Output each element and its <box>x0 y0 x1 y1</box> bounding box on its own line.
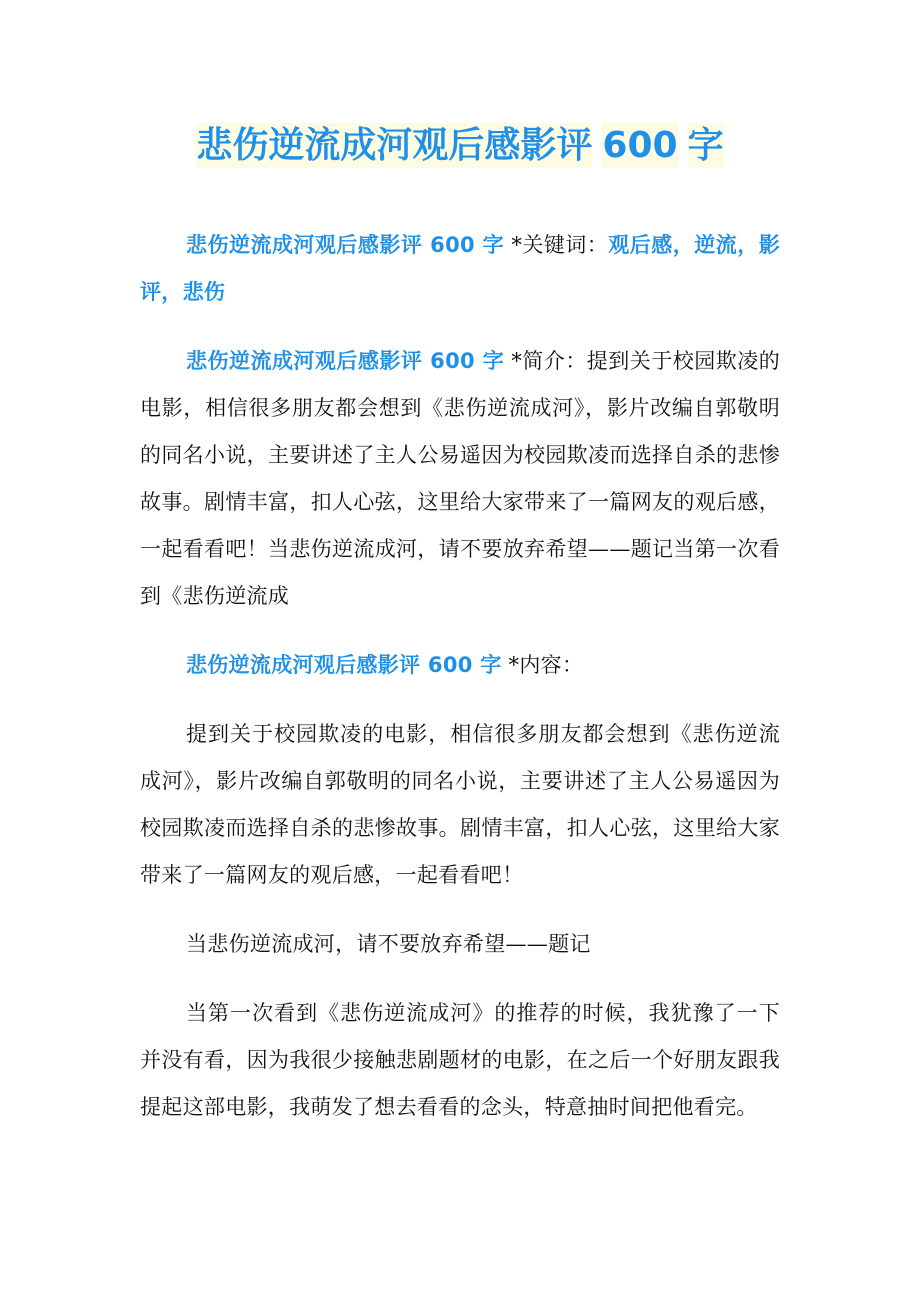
keywords-paragraph <box>140 222 780 316</box>
keywords-lead: 悲伤逆流成河观后感影评 600 字 <box>186 233 505 257</box>
title-end: 字 <box>687 125 724 166</box>
content-header-lead: 悲伤逆流成河观后感影评 600 字 <box>186 653 502 677</box>
body-paragraph-2: 当悲伤逆流成河，请不要放弃希望——题记 <box>186 932 591 956</box>
page-title <box>0 118 920 174</box>
body-paragraph-3: 当第一次看到《悲伤逆流成河》的推荐的时候，我犹豫了一下并没有看，因为我很少接触悲剧题材的电影，在之后一个好朋友跟我提起这部电影，我萌发了想去看看的念头，特意抽时间把他看完。 <box>140 1001 780 1119</box>
body-paragraph-1: 提到关于校园欺凌的电影，相信很多朋友都会想到《悲伤逆流成河》，影片改编自郭敬明的同名小说，主要讲述了主人公易遥因为校园欺凌而选择自杀的悲惨故事。剧情丰富，扣人心弦，这里给大家带来了一篇网友的观后感，一起看看吧！ <box>140 722 780 887</box>
content-header-paragraph <box>140 642 780 689</box>
document-body <box>140 222 780 1153</box>
content-header-label: *内容： <box>501 653 584 677</box>
title-main: 悲伤逆流成河观后感影评 <box>196 125 593 166</box>
keywords-label: *关键词： <box>504 233 609 257</box>
intro-lead: 悲伤逆流成河观后感影评 600 字 <box>186 349 505 373</box>
keywords-values: 观后感，逆流，影评，悲伤 <box>140 233 781 304</box>
title-number: 600 <box>602 125 678 166</box>
intro-text: *简介：提到关于校园欺凌的电影，相信很多朋友都会想到《悲伤逆流成河》，影片改编自郭敬明的同名小说，主要讲述了主人公易遥因为校园欺凌而选择自杀的悲惨故事。剧情丰富，扣人心弦，这里给大家带来了一篇网友的观后感，一起看看吧！当悲伤逆流成河，请不要放弃希望——题记当第一次看到《悲伤逆流成 <box>140 349 780 608</box>
intro-paragraph <box>140 338 780 620</box>
